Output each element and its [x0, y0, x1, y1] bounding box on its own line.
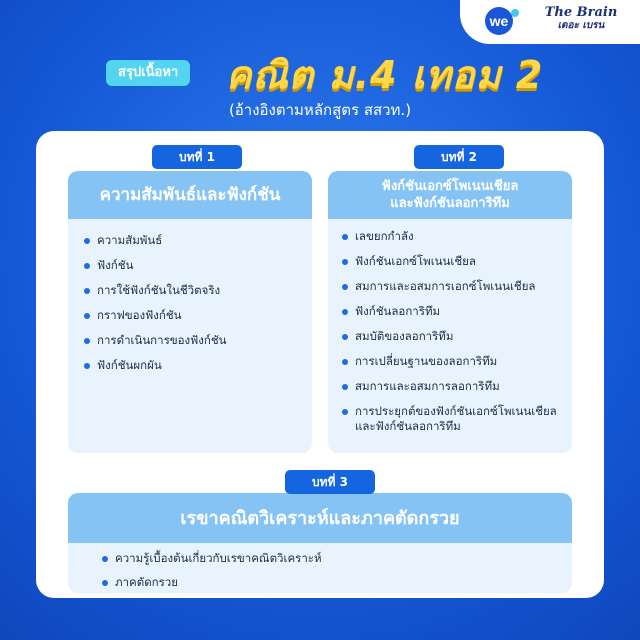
- topic-item: สมบัติของลอการิทึม: [342, 329, 568, 344]
- brain-logo-title: The Brain: [544, 5, 618, 20]
- chapter-3-topic-list: [102, 551, 562, 599]
- topic-item: เลขยกกำลัง: [342, 229, 568, 244]
- chapter-2-title-line: ฟังก์ชันเอกซ์โพเนนเชียล: [381, 179, 519, 194]
- chapter-3-title: [68, 493, 572, 543]
- topic-item: ความรู้เบื้องต้นเกี่ยวกับเรขาคณิตวิเคราะห์: [102, 551, 562, 566]
- topic-item: สมการและอสมการเอกซ์โพเนนเชียล: [342, 279, 568, 294]
- the-brain-logo: [536, 6, 626, 32]
- brand-logo-area: [460, 0, 640, 44]
- topic-item: การใช้ฟังก์ชันในชีวิตจริง: [84, 283, 304, 298]
- svg-text:we: we: [489, 13, 509, 29]
- brain-logo-subtitle: เดอะ เบรน: [557, 20, 605, 31]
- chapter-3-label: บทที่ 3: [285, 470, 375, 494]
- chapter-2-topic-list: [342, 229, 568, 444]
- page-title: คณิต ม.4 เทอม 2: [226, 53, 544, 97]
- chapter-1-title-line: ความสัมพันธ์และฟังก์ชัน: [99, 184, 281, 205]
- chapter-2-title-line: และฟังก์ชันลอการิทึม: [390, 196, 510, 211]
- chapter-3-panel: [68, 493, 572, 593]
- topic-item: ภาคตัดกรวย: [102, 575, 562, 590]
- topic-item: ฟังก์ชันลอการิทึม: [342, 304, 568, 319]
- chapter-2-label: บทที่ 2: [414, 145, 504, 169]
- topic-item: ฟังก์ชันเอกซ์โพเนนเชียล: [342, 254, 568, 269]
- topic-item: สมการและอสมการลอการิทึม: [342, 379, 568, 394]
- chapter-1-title: [68, 171, 312, 219]
- we-logo-icon: [484, 6, 520, 36]
- topic-item: ฟังก์ชัน: [84, 258, 304, 273]
- topic-item: การประยุกต์ของฟังก์ชันเอกซ์โพเนนเชียล และฟังก์ชันลอการิทึม: [342, 404, 568, 434]
- topic-item: การดำเนินการของฟังก์ชัน: [84, 333, 304, 348]
- topic-item: ฟังก์ชันผกผัน: [84, 358, 304, 373]
- chapter-2-title: [328, 171, 572, 219]
- chapter-1-topic-list: [84, 233, 304, 383]
- summary-tag: สรุปเนื้อหา: [106, 60, 190, 86]
- chapter-3-title-line: เรขาคณิตวิเคราะห์และภาคตัดกรวย: [180, 507, 460, 529]
- chapter-1-label: บทที่ 1: [152, 145, 242, 169]
- chapter-1-panel: [68, 171, 312, 453]
- topic-item: ความสัมพันธ์: [84, 233, 304, 248]
- page-subtitle: (อ้างอิงตามหลักสูตร สสวท.): [228, 101, 412, 119]
- chapter-2-panel: [328, 171, 572, 453]
- topic-item: กราฟของฟังก์ชัน: [84, 308, 304, 323]
- topic-item: การเปลี่ยนฐานของลอการิทึม: [342, 354, 568, 369]
